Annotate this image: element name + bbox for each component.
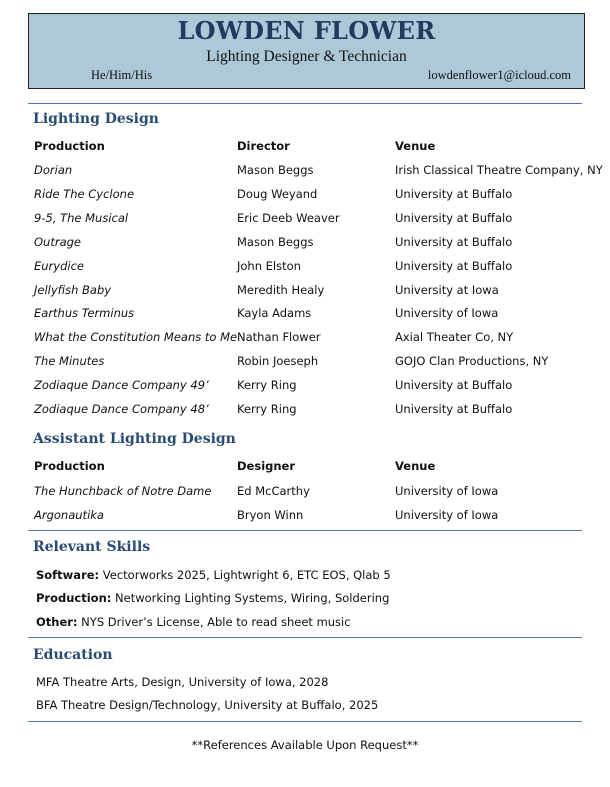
table-row — [0, 402, 610, 426]
divider — [28, 103, 582, 104]
director-name: Doug Weyand — [237, 187, 318, 201]
production-title: Dorian — [34, 163, 73, 177]
table-row — [0, 306, 610, 330]
divider — [28, 721, 582, 722]
skill-text: Networking Lighting Systems, Wiring, Soldering — [111, 591, 390, 605]
section-title-assistant-lighting-design: Assistant Lighting Design — [33, 431, 236, 447]
production-title: The Hunchback of Notre Dame — [34, 484, 212, 498]
divider — [28, 637, 582, 638]
venue-name: University at Buffalo — [395, 259, 513, 273]
skill-line — [36, 591, 389, 605]
column-header-production: Production — [34, 459, 105, 473]
table-row — [0, 283, 610, 307]
designer-name: Ed McCarthy — [237, 484, 310, 498]
section-title-education: Education — [33, 647, 113, 663]
production-title: Jellyfish Baby — [34, 283, 112, 297]
column-header-production: Production — [34, 139, 105, 153]
table-row — [0, 235, 610, 259]
production-title: What the Constitution Means to Me — [34, 330, 238, 344]
pronouns: He/Him/His — [91, 68, 153, 82]
table-row — [0, 187, 610, 211]
divider — [28, 530, 582, 531]
director-name: Robin Joeseph — [237, 354, 319, 368]
venue-name: University at Buffalo — [395, 235, 513, 249]
director-name: John Elston — [237, 259, 301, 273]
education-line: BFA Theatre Design/Technology, University at Buffalo, 2025 — [36, 698, 379, 712]
column-header-venue: Venue — [395, 459, 436, 473]
director-name: Mason Beggs — [237, 235, 314, 249]
production-title: Earthus Terminus — [34, 306, 135, 320]
email-address: lowdenflower1@icloud.com — [427, 68, 571, 82]
education-line: MFA Theatre Arts, Design, University of Iowa, 2028 — [36, 675, 329, 689]
header-banner — [28, 13, 585, 89]
skill-label: Production: — [36, 591, 112, 605]
table-row — [0, 163, 610, 187]
column-header-venue: Venue — [395, 139, 436, 153]
production-title: Zodiaque Dance Company 49’ — [34, 378, 209, 392]
skill-line — [36, 568, 391, 582]
director-name: Kerry Ring — [237, 402, 297, 416]
section-title-relevant-skills: Relevant Skills — [33, 539, 151, 555]
skill-text: Vectorworks 2025, Lightwright 6, ETC EOS, Qlab 5 — [99, 568, 391, 582]
venue-name: University at Buffalo — [395, 211, 513, 225]
production-title: Ride The Cyclone — [34, 187, 135, 201]
table-row — [0, 330, 610, 354]
venue-name: GOJO Clan Productions, NY — [395, 354, 549, 368]
skill-line — [36, 615, 351, 629]
venue-name: Axial Theater Co, NY — [395, 330, 514, 344]
director-name: Kerry Ring — [237, 378, 297, 392]
venue-name: University at Buffalo — [395, 187, 513, 201]
references-note: **References Available Upon Request** — [191, 738, 419, 752]
venue-name: University at Buffalo — [395, 378, 513, 392]
director-name: Mason Beggs — [237, 163, 314, 177]
table-row — [0, 484, 610, 508]
venue-name: University at Iowa — [395, 283, 499, 297]
director-name: Eric Deeb Weaver — [237, 211, 340, 225]
table-row — [0, 354, 610, 378]
skill-text: NYS Driver’s License, Able to read sheet music — [77, 615, 351, 629]
production-title: Eurydice — [34, 259, 84, 273]
production-title: Argonautika — [34, 508, 104, 522]
production-title: 9-5, The Musical — [34, 211, 129, 225]
director-name: Nathan Flower — [237, 330, 321, 344]
director-name: Kayla Adams — [237, 306, 312, 320]
venue-name: University at Buffalo — [395, 402, 513, 416]
skill-label: Other: — [36, 615, 78, 629]
director-name: Meredith Healy — [237, 283, 325, 297]
column-header-designer: Designer — [237, 459, 296, 473]
designer-name: Bryon Winn — [237, 508, 304, 522]
venue-name: University of Iowa — [395, 508, 499, 522]
table-row — [0, 259, 610, 283]
skill-label: Software: — [36, 568, 100, 582]
production-title: Outrage — [34, 235, 81, 249]
table-row — [0, 211, 610, 235]
venue-name: University of Iowa — [395, 484, 499, 498]
resume-name: LOWDEN FLOWER — [177, 16, 436, 45]
column-header-director: Director — [237, 139, 290, 153]
table-row — [0, 378, 610, 402]
resume-title: Lighting Designer & Technician — [206, 48, 407, 65]
venue-name: Irish Classical Theatre Company, NY — [395, 163, 603, 177]
table-row — [0, 508, 610, 532]
section-title-lighting-design: Lighting Design — [33, 111, 159, 127]
production-title: Zodiaque Dance Company 48’ — [34, 402, 209, 416]
production-title: The Minutes — [34, 354, 105, 368]
venue-name: University of Iowa — [395, 306, 499, 320]
